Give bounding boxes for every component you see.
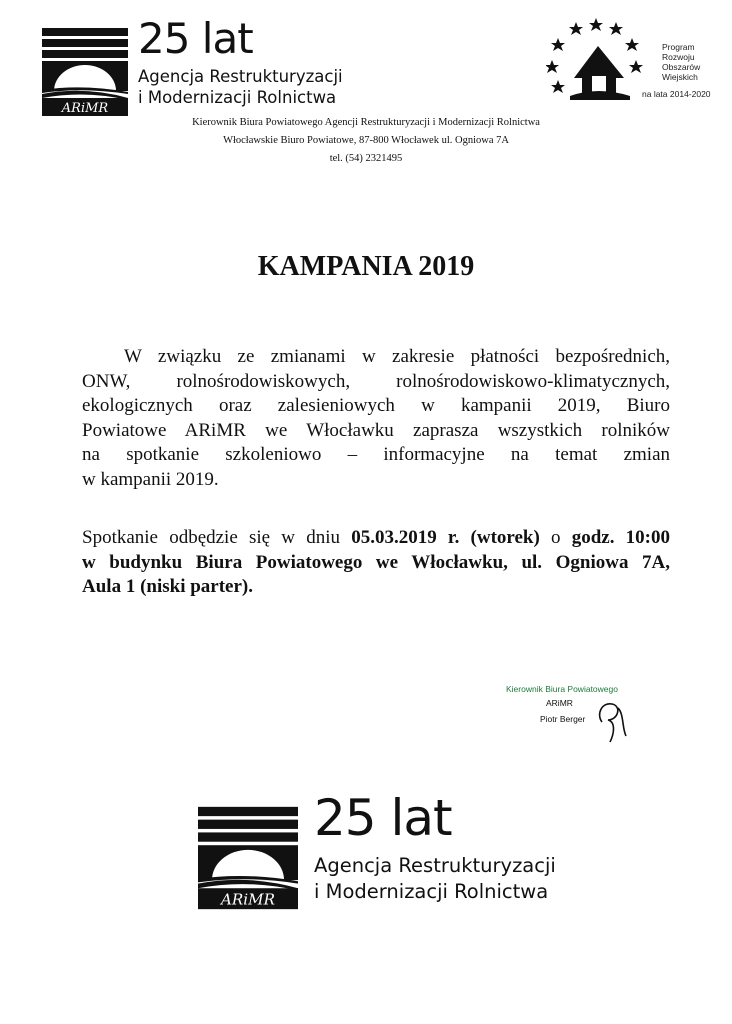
prow-text-line2: Rozwoju (662, 52, 695, 62)
stamp-person: Piotr Berger (540, 714, 586, 724)
agency-name-line2: i Modernizacji Rolnictwa (138, 88, 337, 107)
agency-name-line1: Agencja Restrukturyzacji (314, 854, 556, 877)
footer-arimr-logo (198, 790, 578, 910)
stamp-agency: ARiMR (546, 698, 573, 708)
meeting-intro: Spotkanie odbędzie się w dniu (82, 527, 352, 548)
paragraph-line: w kampanii 2019. (82, 468, 219, 490)
announcement-paragraph (82, 345, 670, 492)
paragraph-line: ONW, rolnośrodowiskowych, rolnośrodowiskowo-klimatycznych, (82, 370, 670, 392)
stamp-title: Kierownik Biura Powiatowego (506, 684, 618, 694)
meeting-connector: o (539, 527, 572, 548)
arimr-logo-mark (42, 28, 128, 116)
arimr-logo-mark (198, 806, 298, 910)
agency-name-line1: Agencja Restrukturyzacji (138, 67, 343, 86)
eu-stars-house-icon (546, 16, 650, 102)
paragraph-line: ekologicznych oraz zalesieniowych w kampanii 2019, Biuro (82, 395, 670, 416)
signature-stamp (504, 684, 654, 754)
meeting-room: Aula 1 (niski parter). (82, 576, 253, 597)
paragraph-line: na spotkanie szkoleniowo – informacyjne na temat zmian (82, 444, 670, 465)
paragraph-line: W związku ze zmianami w zakresie płatności bezpośrednich, (124, 346, 670, 367)
meeting-date: 05.03.2019 r. (wtorek) (351, 527, 540, 548)
prow-text-line1: Program (662, 42, 695, 52)
arimr-logo (42, 14, 352, 116)
office-phone: tel. (54) 2321495 (329, 153, 403, 164)
meeting-date-line (82, 526, 670, 551)
office-name: Kierownik Biura Powiatowego Agencji Restrukturyzacji i Modernizacji Rolnictwa (192, 117, 540, 128)
arimr-brand-text: ARiMR (221, 890, 275, 909)
paragraph-line: Powiatowe ARiMR we Włocławku zaprasza wszystkich rolników (82, 419, 670, 441)
handwritten-signature (592, 694, 632, 744)
prow-text-line4: Wiejskich (662, 72, 698, 82)
meeting-location: w budynku Biura Powiatowego we Włocławku, ul. Ogniowa 7A, (82, 551, 670, 573)
agency-name-line2: i Modernizacji Rolnictwa (314, 880, 549, 903)
meeting-details (82, 526, 670, 600)
anniversary-text: 25 lat (138, 14, 253, 63)
meeting-time: godz. 10:00 (571, 527, 671, 548)
arimr-brand-text: ARiMR (61, 101, 109, 116)
prow-years: na lata 2014-2020 (642, 89, 711, 99)
prow-logo (546, 16, 716, 106)
page-title: KAMPANIA 2019 (257, 251, 475, 282)
prow-text-line3: Obszarów (662, 62, 701, 72)
anniversary-text: 25 lat (314, 789, 452, 847)
office-address: Włocławskie Biuro Powiatowe, 87-800 Włocławek ul. Ogniowa 7A (223, 135, 509, 146)
